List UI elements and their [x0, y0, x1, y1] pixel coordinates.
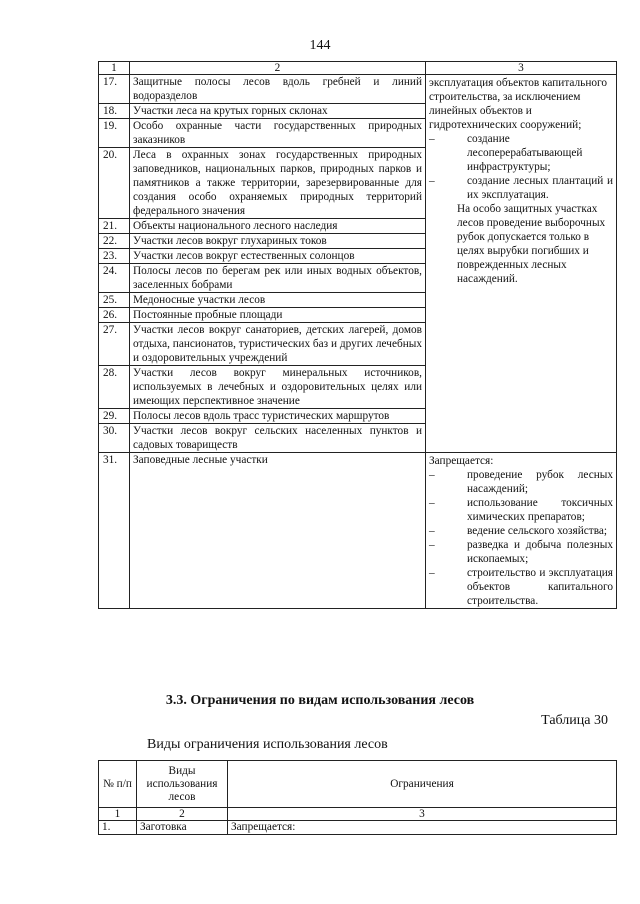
restriction-text: строительство и эксплуатация объектов капитального строительства. — [467, 567, 613, 607]
row-number: 29. — [99, 409, 130, 424]
forest-category: Участки лесов вокруг санаториев, детских лагерей, домов отдыха, пансионатов, туристических баз и других лечебных и оздоровительных учреждений — [130, 323, 426, 366]
row-number: 24. — [99, 264, 130, 293]
restriction-item — [429, 524, 613, 538]
restriction-item — [429, 468, 613, 496]
restriction-text: проведение рубок лесных насаждений; — [467, 469, 613, 495]
row-number: 22. — [99, 234, 130, 249]
table-label: Таблица 30 — [541, 713, 608, 728]
protective-forests-table — [98, 61, 617, 609]
forest-category: Объекты национального лесного наследия — [130, 219, 426, 234]
row-number: 17. — [99, 75, 130, 104]
row-number: 18. — [99, 104, 130, 119]
row-number: 25. — [99, 293, 130, 308]
column-numbers-row — [99, 808, 617, 821]
column-number-3: 3 — [426, 62, 617, 75]
forest-category: Участки лесов вокруг глухариных токов — [130, 234, 426, 249]
restriction-item — [429, 538, 613, 566]
dash-marker: – — [429, 539, 435, 551]
dash-marker: – — [429, 469, 435, 481]
row-number: 21. — [99, 219, 130, 234]
restriction-intro: Запрещается: — [429, 455, 494, 467]
forest-category: Полосы лесов вдоль трасс туристических маршрутов — [130, 409, 426, 424]
restriction-item — [429, 496, 613, 524]
restriction-intro: эксплуатация объектов капитального строительства, за исключением линейных объектов и гидротехнических сооружений; — [429, 77, 608, 131]
table-row — [99, 75, 617, 104]
restriction-item — [429, 132, 613, 174]
row-number: 20. — [99, 148, 130, 219]
row-number: 28. — [99, 366, 130, 409]
table-header-row — [99, 62, 617, 75]
column-number-2: 2 — [130, 62, 426, 75]
restriction-text: создание лесных плантаций и их эксплуатация. — [467, 175, 613, 201]
forest-category: Полосы лесов по берегам рек или иных водных объектов, заселенных бобрами — [130, 264, 426, 293]
forest-category: Заповедные лесные участки — [130, 453, 426, 609]
dash-marker: – — [429, 175, 435, 187]
restriction-item — [429, 174, 613, 202]
forest-category: Постоянные пробные площади — [130, 308, 426, 323]
restriction-text: разведка и добыча полезных ископаемых; — [467, 539, 613, 565]
dash-marker: – — [429, 133, 435, 145]
restriction-text: Запрещается: — [228, 821, 617, 835]
header-use-type: Виды использования лесов — [137, 761, 228, 808]
restrictions-cell — [426, 75, 617, 453]
restriction-text: использование токсичных химических препаратов; — [467, 497, 613, 523]
restriction-note: На особо защитных участках лесов проведение выборочных рубок допускается только в целях вырубки погибших и поврежденных лесных насаждений. — [457, 203, 606, 285]
forest-use-restrictions-table — [98, 760, 617, 835]
column-number-1: 1 — [99, 808, 137, 821]
forest-category: Участки лесов вокруг естественных солонцов — [130, 249, 426, 264]
row-number: 31. — [99, 453, 130, 609]
forest-category: Защитные полосы лесов вдоль гребней и линий водоразделов — [130, 75, 426, 104]
row-number: 30. — [99, 424, 130, 453]
column-number-3: 3 — [228, 808, 617, 821]
use-type: Заготовка — [137, 821, 228, 835]
column-number-1: 1 — [99, 62, 130, 75]
restriction-item — [429, 566, 613, 608]
forest-category: Леса в охранных зонах государственных природных заповедников, национальных парков, природных парков и памятников а также территории, зарезервированные для создания особо охраняемых природных территорий федерального значения — [130, 148, 426, 219]
reserve-restrictions-cell — [426, 453, 617, 609]
row-number: 27. — [99, 323, 130, 366]
row-number: 23. — [99, 249, 130, 264]
row-number: 19. — [99, 119, 130, 148]
forest-category: Особо охранные части государственных природных заказников — [130, 119, 426, 148]
forest-category: Участки леса на крутых горных склонах — [130, 104, 426, 119]
dash-marker: – — [429, 525, 435, 537]
table-row — [99, 453, 617, 609]
header-restrictions: Ограничения — [228, 761, 617, 808]
table-row — [99, 821, 617, 835]
forest-category: Участки лесов вокруг минеральных источников, используемых в лечебных и оздоровительных целях или имеющих перспективное значение — [130, 366, 426, 409]
table-caption: Виды ограничения использования лесов — [147, 737, 388, 752]
column-number-2: 2 — [137, 808, 228, 821]
forest-category: Участки лесов вокруг сельских населенных пунктов и садовых товариществ — [130, 424, 426, 453]
section-title: 3.3. Ограничения по видам использования лесов — [165, 693, 475, 708]
page-number: 144 — [309, 38, 331, 53]
restriction-text: создание лесоперерабатывающей инфраструктуры; — [467, 133, 583, 173]
dash-marker: – — [429, 567, 435, 579]
restriction-text: ведение сельского хозяйства; — [467, 525, 608, 537]
forest-category: Медоносные участки лесов — [130, 293, 426, 308]
dash-marker: – — [429, 497, 435, 509]
header-number: № п/п — [99, 761, 137, 808]
row-number: 1. — [99, 821, 137, 835]
table-header-row — [99, 761, 617, 808]
row-number: 26. — [99, 308, 130, 323]
